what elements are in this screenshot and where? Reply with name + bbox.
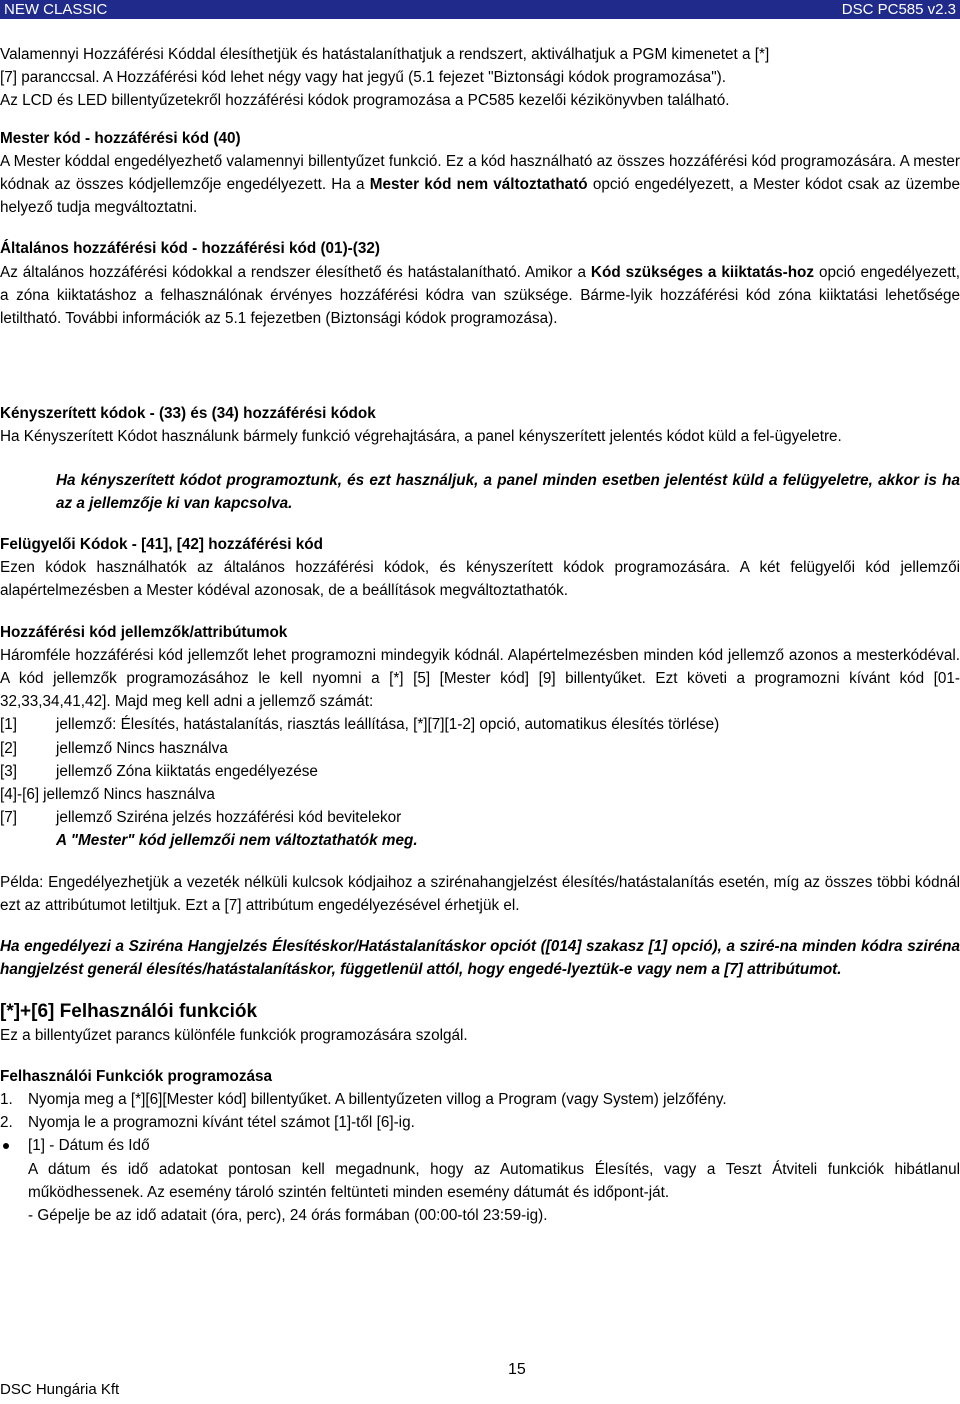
attributes-paragraph: Háromféle hozzáférési kód jellemzőt lehet programozni mindegyik kódnál. Alapértelmezésben minden kód jellemző azonos a mesterkódéval. A kód jellemzők programozásához le kell nyomni a [*] [5] [Mester kód] [9] billentyűket. Ezt követi a programozni kívánt kód [01-32,33,34,41,42]. Majd meg kell adni a jellemző számát: [0,646,960,711]
intro-line-1: Valamennyi Hozzáférési Kóddal élesíthetjük és hatástalaníthatjuk a rendszert, aktiválhatjuk a PGM kimenetet a [*] [0,46,770,63]
attribute-number: [7] [0,809,18,827]
header-right-title: DSC PC585 v2.3 [841,1,956,18]
duress-code-heading: Kényszerített kódok - (33) és (34) hozzáférési kódok [0,405,376,423]
attribute-text: jellemző Sziréna jelzés hozzáférési kód bevitelekor [56,809,402,827]
step-item [0,1111,960,1134]
siren-note: Ha engedélyezi a Sziréna Hangjelzés Élesítéskor/Hatástalanításkor opciót ([014] szakasz [1] opció), a sziré-na minden kódra sziréna hangjelzést generál élesítés/hatástalanításkor, függetlenül attól, hogy engedé-lyeztük-e vagy nem a [7] attribútumot. [0,938,960,979]
document-body [0,43,960,1227]
general-body-part1: Az általános hozzáférési kódokkal a rendszer élesíthető és hatástalanítható. Amikor a [0,263,591,281]
attribute-item [0,737,960,760]
supervisor-code-heading: Felügyelői Kódok - [41], [42] hozzáférési kód [0,536,323,554]
attributes-heading: Hozzáférési kód jellemzők/attribútumok [0,623,288,641]
user-functions-title: [*]+[6] Felhasználói funkciók [0,1000,258,1022]
master-body-bold: Mester kód nem változtatható [369,176,588,194]
attribute-number: [3] [0,762,18,780]
attribute-number: [4]-[6] [0,786,40,804]
intro-line-3: Az LCD és LED billentyűzetekről hozzáférési kódok programozása a PC585 kezelői kézikönyvben található. [0,92,730,110]
attribute-text: jellemző: Élesítés, hatástalanítás, riasztás leállítása, [*][7][1-2] opció, automatikus élesítés törlése) [56,716,720,734]
duress-code-paragraph: Ha Kényszerített Kódot használunk bármely funkció végrehajtására, a panel kényszerített jelentés kódot küld a fel-ügyeletre. [0,428,842,446]
bullet-body: A dátum és idő adatokat pontosan kell megadnunk, hogy az Automatikus Élesítés, vagy a Teszt Átviteli funkciók hibátlanul működhessenek. Az esemény tároló szintén feltünteti minden esemény dátumát és időpont-ját. [28,1160,960,1201]
master-body-part2: opció engedélyezett, a Mester kódot csak az üzembe helyező tudja megváltoztatni. [0,176,960,217]
supervisor-code-paragraph: Ezen kódok használhatók az általános hozzáférési kódok, és kényszerített kódok programozására. A két felügyelői kód jellemzői alapértelmezésben a Mester kódéval azonosak, de a beállítások megváltoztathatók. [0,559,960,600]
step-text: Nyomja le a programozni kívánt tétel számot [1]-től [6]-ig. [28,1114,415,1132]
attribute-text: jellemző Nincs használva [43,786,215,804]
intro-line-2: [7] paranccsal. A Hozzáférési kód lehet négy vagy hat jegyű (5.1 fejezet "Biztonsági kódok programozása"). [0,69,726,87]
attribute-item [0,713,960,736]
attribute-item [0,806,960,829]
footer-company: DSC Hungária Kft [0,1381,120,1398]
attribute-number: [2] [0,739,18,757]
master-code-paragraph [0,150,960,220]
user-functions-intro: Ez a billentyűzet parancs különféle funkciók programozására szolgál. [0,1026,468,1044]
step-text: Nyomja meg a [*][6][Mester kód] billentyűket. A billentyűzeten villog a Program (vagy System) jelzőfény. [28,1090,727,1108]
step-number: 1. [0,1090,13,1108]
step-number: 2. [0,1114,13,1132]
bullet-icon [0,1134,28,1157]
attributes-note: A "Mester" kód jellemzői nem változtathatók meg. [56,832,418,850]
attribute-text: jellemző Zóna kiiktatás engedélyezése [56,762,318,780]
page-number: 15 [508,1361,526,1378]
general-code-heading: Általános hozzáférési kód - hozzáférési kód (01)-(32) [0,240,380,258]
header-bar [0,0,960,19]
attribute-text: jellemző Nincs használva [56,739,228,757]
attribute-item [0,783,960,806]
bullet-item [0,1134,960,1157]
general-code-paragraph [0,261,960,331]
user-functions-programming-heading: Felhasználói Funkciók programozása [0,1067,273,1085]
general-body-part2: opció engedélyezett, a zóna kiiktatáshoz a felhasználónak érvényes hozzáférési kódra van szüksége. Bárme-lyik hozzáférési kód zóna kiiktatási lehetősége letiltható. További információk az 5.1 fejezetben (Biztonsági kódok programozása). [0,263,960,328]
header-left-title: NEW CLASSIC [4,1,108,18]
attribute-item [0,760,960,783]
attribute-number: [1] [0,716,18,734]
bullet-subitem: - Gépelje be az idő adatait (óra, perc), 24 órás formában (00:00-tól 23:59-ig). [28,1206,548,1224]
duress-note: Ha kényszerített kódot programoztunk, és ezt használjuk, a panel minden esetben jelentést küld a felügyeletre, akkor is ha az a jellemzője ki van kapcsolva. [56,471,960,512]
master-body-part1: A Mester kóddal engedélyezhető valamennyi billentyűzet funkció. Ez a kód használható az összes hozzáférési kód programozására. A mester kódnak az összes kódjellemzője engedélyezett. Ha a [0,152,960,194]
example-paragraph: Példa: Engedélyezhetjük a vezeték nélküli kulcsok kódjaihoz a szirénahangjelzést élesítés/hatástalanítás esetén, míg az összes többi kódnál ezt az attribútumot letiltjuk. Ezt a [7] attribútum engedélyezésével érhetjük el. [0,873,960,914]
bullet-title: [1] - Dátum és Idő [28,1137,150,1155]
step-item [0,1088,960,1111]
master-code-heading: Mester kód - hozzáférési kód (40) [0,129,241,147]
general-body-bold: Kód szükséges a kiiktatás-hoz [590,263,815,281]
